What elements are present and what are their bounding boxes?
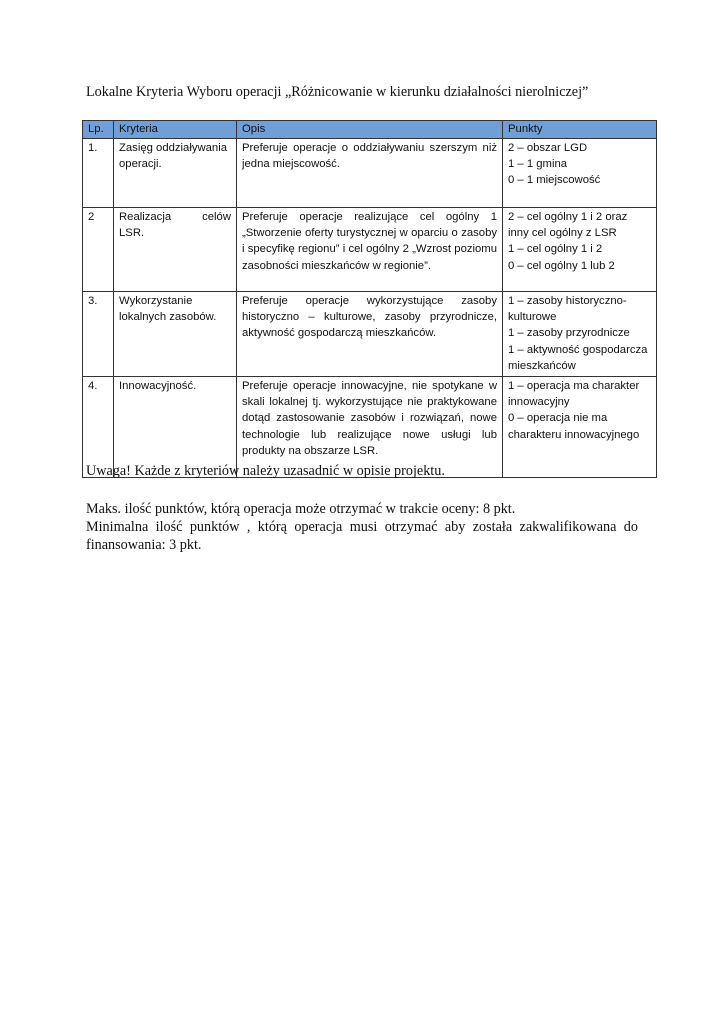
row-opis: Preferuje operacje o oddziaływaniu szerszym niż jedna miejscowość. [237,139,503,208]
points-line: 0 – 1 miejscowość [508,174,601,187]
points-line: 1 – aktywność gospodarcza mieszkańców [508,343,648,372]
table-row [83,208,657,292]
row-punkty [503,139,657,208]
row-lp: 4. [83,377,114,478]
row-kryteria: Wykorzystanie lokalnych zasobów. [114,292,237,377]
row-lp: 1. [83,139,114,208]
header-lp: Lp. [83,121,114,139]
note-uwaga: Uwaga! Każde z kryteriów należy uzasadnić w opisie projektu. [86,463,445,479]
points-line: 2 – cel ogólny 1 i 2 oraz inny cel ogólny z LSR [508,211,628,240]
note-max-points: Maks. ilość punktów, którą operacja może otrzymać w trakcie oceny: 8 pkt. [86,501,516,517]
row-opis: Preferuje operacje innowacyjne, nie spotykane w skali lokalnej tj. wykorzystujące nie praktykowane dotąd zastosowanie zasobów i rozwiązań, nowe technologie lub realizujące nowe usługi lub produkty na obszarze LSR. [237,377,503,478]
table-row [83,139,657,208]
header-opis: Opis [237,121,503,139]
row-opis: Preferuje operacje realizujące cel ogólny 1 „Stworzenie oferty turystycznej w oparciu o zasoby i specyfikę regionu” i cel ogólny 2 „Wzrost poziomu zasobności mieszkańców w regionie”. [237,208,503,292]
row-opis: Preferuje operacje wykorzystujące zasoby historyczno – kulturowe, zasoby przyrodnicze, aktywność gospodarczą mieszkańców. [237,292,503,377]
points-line: 1 – operacja ma charakter innowacyjny [508,380,640,409]
row-kryteria: Realizacja celów LSR. [114,208,237,292]
points-line: 1 – zasoby przyrodnicze [508,327,630,340]
points-line: 0 – operacja nie ma charakteru innowacyjnego [508,412,640,441]
header-kryteria: Kryteria [114,121,237,139]
points-line: 1 – 1 gmina [508,158,568,171]
points-line: 1 – zasoby historyczno-kulturowe [508,295,627,324]
criteria-table [82,120,657,478]
table-header-row [83,121,657,139]
table-row [83,292,657,377]
row-lp: 3. [83,292,114,377]
row-lp: 2 [83,208,114,292]
row-kryteria: Innowacyjność. [114,377,237,478]
row-punkty [503,292,657,377]
row-kryteria: Zasięg oddziaływania operacji. [114,139,237,208]
document-title: Lokalne Kryteria Wyboru operacji „Różnicowanie w kierunku działalności nierolniczej” [86,84,589,100]
note-min-points: Minimalna ilość punktów , którą operacja musi otrzymać aby została zakwalifikowana do finansowania: 3 pkt. [86,519,638,553]
points-line: 1 – cel ogólny 1 i 2 [508,243,603,256]
points-line: 0 – cel ogólny 1 lub 2 [508,259,615,272]
row-punkty [503,208,657,292]
header-punkty: Punkty [503,121,657,139]
points-line: 2 – obszar LGD [508,142,588,154]
